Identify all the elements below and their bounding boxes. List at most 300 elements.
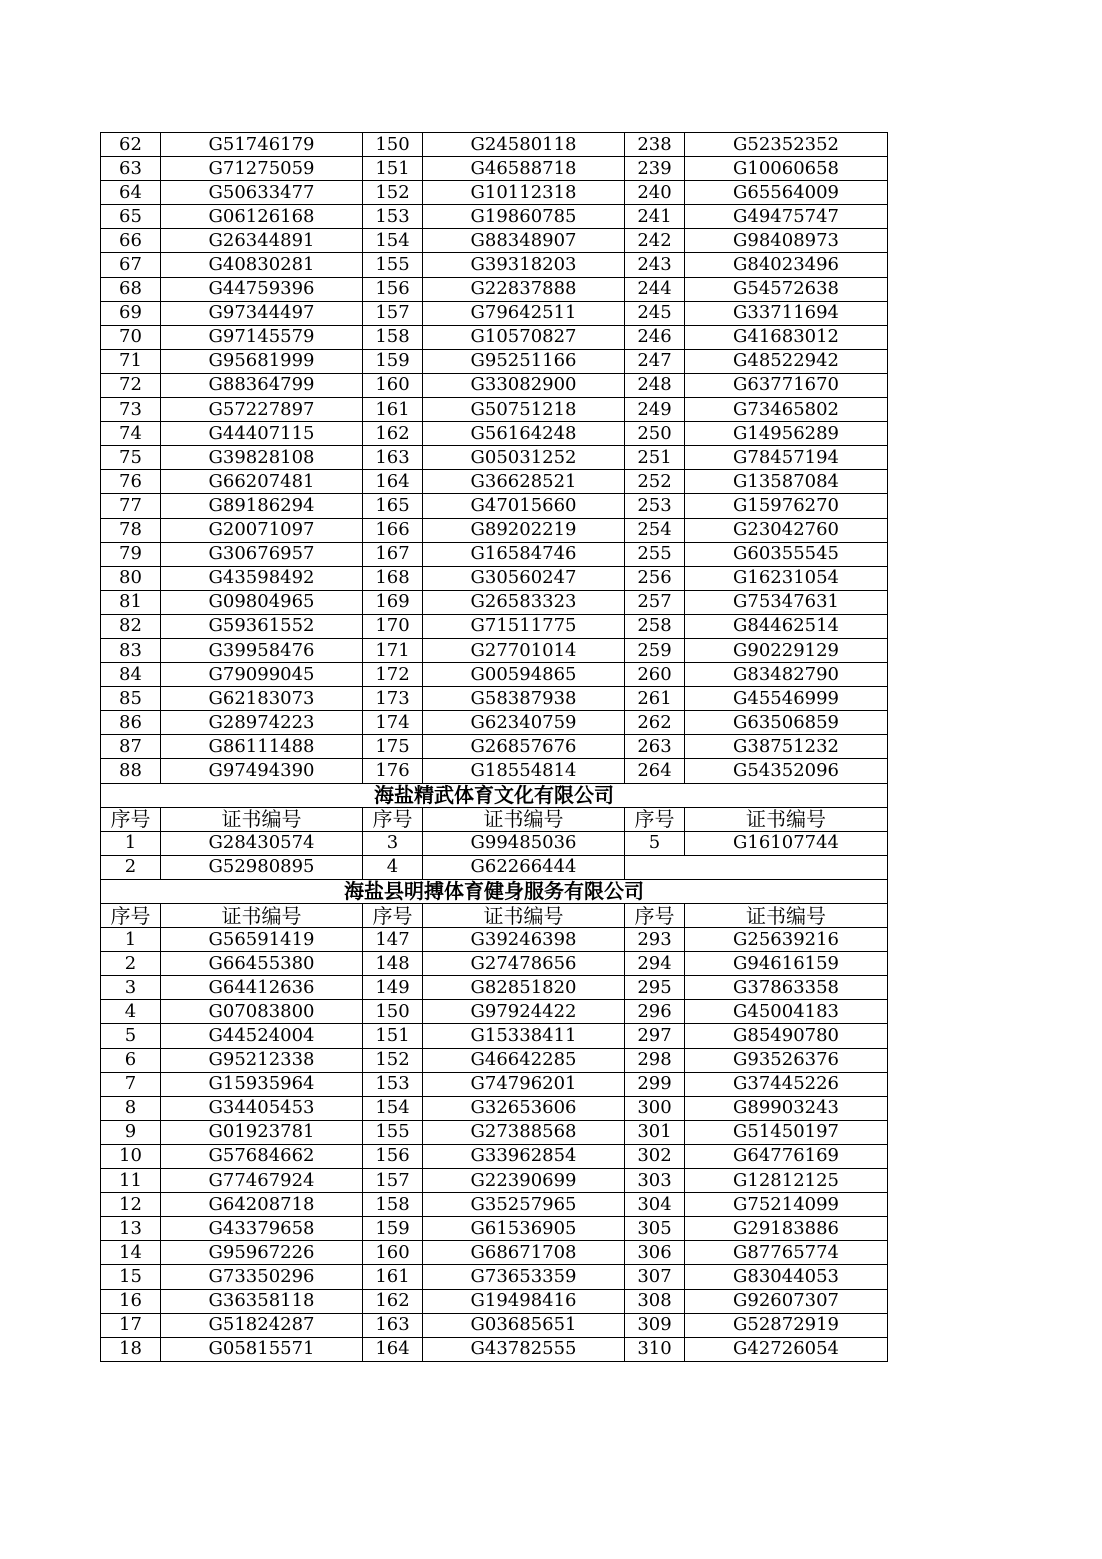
cert-number-cell: G89903243 bbox=[685, 1096, 888, 1120]
table-row bbox=[101, 398, 888, 422]
cert-number-cell: G89186294 bbox=[161, 494, 363, 518]
cert-number-cell: G73350296 bbox=[161, 1265, 363, 1289]
cert-number-cell: G50633477 bbox=[161, 181, 363, 205]
seq-cell: 169 bbox=[363, 590, 423, 614]
table-row bbox=[101, 470, 888, 494]
cert-number-cell: G64208718 bbox=[161, 1193, 363, 1217]
table-row bbox=[101, 614, 888, 638]
cert-number-cell: G75214099 bbox=[685, 1193, 888, 1217]
cert-number-cell: G97145579 bbox=[161, 325, 363, 349]
seq-cell: 14 bbox=[101, 1241, 161, 1265]
cert-number-cell: G10570827 bbox=[423, 325, 625, 349]
cert-number-cell: G15338411 bbox=[423, 1024, 625, 1048]
cert-number-cell: G00594865 bbox=[423, 663, 625, 687]
seq-cell: 247 bbox=[625, 349, 685, 373]
cert-number-cell: G89202219 bbox=[423, 518, 625, 542]
cert-number-cell: G92607307 bbox=[685, 1289, 888, 1313]
seq-cell: 154 bbox=[363, 1096, 423, 1120]
table-row bbox=[101, 542, 888, 566]
seq-cell: 165 bbox=[363, 494, 423, 518]
seq-cell: 261 bbox=[625, 687, 685, 711]
seq-header: 序号 bbox=[101, 904, 161, 928]
cert-number-cell: G23042760 bbox=[685, 518, 888, 542]
seq-cell: 244 bbox=[625, 277, 685, 301]
cert-number-cell: G90229129 bbox=[685, 638, 888, 662]
seq-cell: 9 bbox=[101, 1120, 161, 1144]
seq-cell: 10 bbox=[101, 1144, 161, 1168]
table-row bbox=[101, 301, 888, 325]
cert-number-cell: G18554814 bbox=[423, 759, 625, 783]
table-row bbox=[101, 494, 888, 518]
cert-number-cell: G28974223 bbox=[161, 711, 363, 735]
seq-cell: 11 bbox=[101, 1169, 161, 1193]
table-row bbox=[101, 1169, 888, 1193]
cert-header: 证书编号 bbox=[161, 807, 363, 831]
seq-cell: 68 bbox=[101, 277, 161, 301]
table-row bbox=[101, 1072, 888, 1096]
seq-cell: 150 bbox=[363, 133, 423, 157]
seq-cell: 161 bbox=[363, 398, 423, 422]
cert-number-cell: G27478656 bbox=[423, 952, 625, 976]
seq-cell: 246 bbox=[625, 325, 685, 349]
seq-cell: 62 bbox=[101, 133, 161, 157]
seq-cell: 162 bbox=[363, 422, 423, 446]
seq-cell: 18 bbox=[101, 1337, 161, 1361]
cert-number-cell: G35257965 bbox=[423, 1193, 625, 1217]
cert-number-cell: G43598492 bbox=[161, 566, 363, 590]
seq-cell: 260 bbox=[625, 663, 685, 687]
cert-number-cell: G36628521 bbox=[423, 470, 625, 494]
seq-cell: 17 bbox=[101, 1313, 161, 1337]
cert-number-cell: G26583323 bbox=[423, 590, 625, 614]
cert-number-cell: G59361552 bbox=[161, 614, 363, 638]
seq-cell: 252 bbox=[625, 470, 685, 494]
cert-number-cell: G95251166 bbox=[423, 349, 625, 373]
seq-cell: 299 bbox=[625, 1072, 685, 1096]
seq-cell: 6 bbox=[101, 1048, 161, 1072]
table-row bbox=[101, 446, 888, 470]
table-row bbox=[101, 759, 888, 783]
seq-cell: 175 bbox=[363, 735, 423, 759]
seq-cell: 88 bbox=[101, 759, 161, 783]
seq-header: 序号 bbox=[363, 807, 423, 831]
seq-cell: 163 bbox=[363, 1313, 423, 1337]
cert-number-cell: G37445226 bbox=[685, 1072, 888, 1096]
table-row bbox=[101, 1193, 888, 1217]
cert-number-cell: G78457194 bbox=[685, 446, 888, 470]
seq-cell: 256 bbox=[625, 566, 685, 590]
cert-number-cell: G47015660 bbox=[423, 494, 625, 518]
cert-number-cell: G88348907 bbox=[423, 229, 625, 253]
cert-number-cell: G22390699 bbox=[423, 1169, 625, 1193]
cert-number-cell: G73465802 bbox=[685, 398, 888, 422]
table-row bbox=[101, 1096, 888, 1120]
seq-cell: 241 bbox=[625, 205, 685, 229]
table-row bbox=[101, 157, 888, 181]
cert-number-cell: G41683012 bbox=[685, 325, 888, 349]
cert-number-cell: G42726054 bbox=[685, 1337, 888, 1361]
cert-number-cell: G22837888 bbox=[423, 277, 625, 301]
seq-cell: 64 bbox=[101, 181, 161, 205]
cert-number-cell: G77467924 bbox=[161, 1169, 363, 1193]
table-row bbox=[101, 349, 888, 373]
seq-cell: 171 bbox=[363, 638, 423, 662]
cert-number-cell: G88364799 bbox=[161, 373, 363, 397]
table-row bbox=[101, 1000, 888, 1024]
seq-cell: 159 bbox=[363, 1217, 423, 1241]
seq-cell: 257 bbox=[625, 590, 685, 614]
seq-cell: 162 bbox=[363, 1289, 423, 1313]
cert-number-cell: G13587084 bbox=[685, 470, 888, 494]
table-row bbox=[101, 1313, 888, 1337]
seq-cell: 155 bbox=[363, 253, 423, 277]
cert-number-cell: G46642285 bbox=[423, 1048, 625, 1072]
cert-number-cell: G84023496 bbox=[685, 253, 888, 277]
cert-number-cell: G14956289 bbox=[685, 422, 888, 446]
table-row bbox=[101, 1265, 888, 1289]
seq-cell: 239 bbox=[625, 157, 685, 181]
column-header-row bbox=[101, 904, 888, 928]
cert-number-cell: G39958476 bbox=[161, 638, 363, 662]
cert-number-cell: G25639216 bbox=[685, 928, 888, 952]
seq-cell: 160 bbox=[363, 1241, 423, 1265]
cert-number-cell: G83482790 bbox=[685, 663, 888, 687]
cert-number-cell: G45004183 bbox=[685, 1000, 888, 1024]
cert-number-cell: G83044053 bbox=[685, 1265, 888, 1289]
seq-cell: 152 bbox=[363, 1048, 423, 1072]
cert-number-cell: G16107744 bbox=[685, 831, 888, 855]
seq-cell: 258 bbox=[625, 614, 685, 638]
seq-cell: 157 bbox=[363, 301, 423, 325]
section-title-row bbox=[101, 783, 888, 807]
cert-number-cell: G33082900 bbox=[423, 373, 625, 397]
seq-cell: 79 bbox=[101, 542, 161, 566]
cert-number-cell: G16584746 bbox=[423, 542, 625, 566]
seq-cell: 254 bbox=[625, 518, 685, 542]
seq-cell: 1 bbox=[101, 831, 161, 855]
cert-number-cell: G73653359 bbox=[423, 1265, 625, 1289]
seq-cell: 3 bbox=[363, 831, 423, 855]
seq-cell: 63 bbox=[101, 157, 161, 181]
cert-number-cell: G03685651 bbox=[423, 1313, 625, 1337]
table-row bbox=[101, 711, 888, 735]
seq-cell: 164 bbox=[363, 470, 423, 494]
table-row bbox=[101, 1024, 888, 1048]
table-row bbox=[101, 590, 888, 614]
seq-cell: 160 bbox=[363, 373, 423, 397]
seq-cell: 305 bbox=[625, 1217, 685, 1241]
cert-number-cell: G36358118 bbox=[161, 1289, 363, 1313]
cert-number-cell: G71275059 bbox=[161, 157, 363, 181]
cert-number-cell: G65564009 bbox=[685, 181, 888, 205]
table-row bbox=[101, 277, 888, 301]
seq-cell: 87 bbox=[101, 735, 161, 759]
cert-number-cell: G66455380 bbox=[161, 952, 363, 976]
seq-cell: 153 bbox=[363, 1072, 423, 1096]
seq-cell: 172 bbox=[363, 663, 423, 687]
cert-number-cell: G79099045 bbox=[161, 663, 363, 687]
table-row bbox=[101, 325, 888, 349]
seq-cell: 12 bbox=[101, 1193, 161, 1217]
seq-cell: 149 bbox=[363, 976, 423, 1000]
cert-number-cell: G39318203 bbox=[423, 253, 625, 277]
seq-cell: 152 bbox=[363, 181, 423, 205]
cert-number-cell: G44759396 bbox=[161, 277, 363, 301]
cert-number-cell: G46588718 bbox=[423, 157, 625, 181]
seq-cell: 69 bbox=[101, 301, 161, 325]
table-row bbox=[101, 518, 888, 542]
cert-number-cell: G68671708 bbox=[423, 1241, 625, 1265]
seq-cell: 262 bbox=[625, 711, 685, 735]
table-row bbox=[101, 229, 888, 253]
cert-number-cell: G40830281 bbox=[161, 253, 363, 277]
certificate-table-body bbox=[101, 133, 888, 1362]
cert-number-cell: G95681999 bbox=[161, 349, 363, 373]
table-row bbox=[101, 1120, 888, 1144]
cert-number-cell: G05815571 bbox=[161, 1337, 363, 1361]
seq-cell: 176 bbox=[363, 759, 423, 783]
cert-number-cell: G20071097 bbox=[161, 518, 363, 542]
seq-cell: 15 bbox=[101, 1265, 161, 1289]
cert-number-cell: G12812125 bbox=[685, 1169, 888, 1193]
seq-cell: 159 bbox=[363, 349, 423, 373]
cert-number-cell: G38751232 bbox=[685, 735, 888, 759]
table-row bbox=[101, 373, 888, 397]
cert-number-cell: G39246398 bbox=[423, 928, 625, 952]
cert-number-cell: G32653606 bbox=[423, 1096, 625, 1120]
seq-cell: 154 bbox=[363, 229, 423, 253]
seq-cell: 156 bbox=[363, 277, 423, 301]
cert-number-cell: G99485036 bbox=[423, 831, 625, 855]
table-row bbox=[101, 1048, 888, 1072]
seq-cell: 82 bbox=[101, 614, 161, 638]
seq-cell: 304 bbox=[625, 1193, 685, 1217]
table-row bbox=[101, 1289, 888, 1313]
cert-number-cell: G51746179 bbox=[161, 133, 363, 157]
seq-cell: 307 bbox=[625, 1265, 685, 1289]
seq-cell: 161 bbox=[363, 1265, 423, 1289]
seq-header: 序号 bbox=[625, 807, 685, 831]
seq-cell: 240 bbox=[625, 181, 685, 205]
cert-number-cell: G71511775 bbox=[423, 614, 625, 638]
cert-number-cell: G62266444 bbox=[423, 855, 625, 879]
cert-number-cell: G62183073 bbox=[161, 687, 363, 711]
cert-number-cell: G27388568 bbox=[423, 1120, 625, 1144]
table-row bbox=[101, 952, 888, 976]
table-row bbox=[101, 1241, 888, 1265]
table-row bbox=[101, 687, 888, 711]
seq-header: 序号 bbox=[363, 904, 423, 928]
cert-number-cell: G95212338 bbox=[161, 1048, 363, 1072]
seq-cell: 65 bbox=[101, 205, 161, 229]
seq-cell: 302 bbox=[625, 1144, 685, 1168]
cert-number-cell: G74796201 bbox=[423, 1072, 625, 1096]
seq-cell: 80 bbox=[101, 566, 161, 590]
cert-number-cell: G75347631 bbox=[685, 590, 888, 614]
seq-cell: 264 bbox=[625, 759, 685, 783]
seq-cell: 308 bbox=[625, 1289, 685, 1313]
seq-cell: 248 bbox=[625, 373, 685, 397]
seq-cell: 4 bbox=[101, 1000, 161, 1024]
seq-cell: 157 bbox=[363, 1169, 423, 1193]
cert-number-cell: G43782555 bbox=[423, 1337, 625, 1361]
cert-number-cell: G19498416 bbox=[423, 1289, 625, 1313]
cert-header: 证书编号 bbox=[685, 904, 888, 928]
seq-cell: 168 bbox=[363, 566, 423, 590]
cert-number-cell: G63771670 bbox=[685, 373, 888, 397]
seq-cell: 148 bbox=[363, 952, 423, 976]
cert-number-cell: G19860785 bbox=[423, 205, 625, 229]
seq-cell: 164 bbox=[363, 1337, 423, 1361]
cert-number-cell: G37863358 bbox=[685, 976, 888, 1000]
cert-number-cell: G52352352 bbox=[685, 133, 888, 157]
seq-cell: 147 bbox=[363, 928, 423, 952]
cert-number-cell: G63506859 bbox=[685, 711, 888, 735]
cert-number-cell: G29183886 bbox=[685, 1217, 888, 1241]
cert-number-cell: G07083800 bbox=[161, 1000, 363, 1024]
seq-cell: 174 bbox=[363, 711, 423, 735]
seq-header: 序号 bbox=[101, 807, 161, 831]
seq-cell: 76 bbox=[101, 470, 161, 494]
seq-cell: 83 bbox=[101, 638, 161, 662]
cert-number-cell: G05031252 bbox=[423, 446, 625, 470]
seq-cell: 259 bbox=[625, 638, 685, 662]
cert-header: 证书编号 bbox=[161, 904, 363, 928]
table-row bbox=[101, 663, 888, 687]
cert-number-cell: G09804965 bbox=[161, 590, 363, 614]
table-row bbox=[101, 205, 888, 229]
cert-number-cell: G60355545 bbox=[685, 542, 888, 566]
seq-cell: 242 bbox=[625, 229, 685, 253]
seq-cell: 78 bbox=[101, 518, 161, 542]
cert-number-cell: G64412636 bbox=[161, 976, 363, 1000]
table-row bbox=[101, 855, 888, 879]
seq-cell: 8 bbox=[101, 1096, 161, 1120]
cert-number-cell: G30560247 bbox=[423, 566, 625, 590]
cert-number-cell: G06126168 bbox=[161, 205, 363, 229]
table-row bbox=[101, 181, 888, 205]
seq-cell: 5 bbox=[625, 831, 685, 855]
table-row bbox=[101, 1337, 888, 1361]
seq-cell: 173 bbox=[363, 687, 423, 711]
seq-cell: 303 bbox=[625, 1169, 685, 1193]
seq-cell: 297 bbox=[625, 1024, 685, 1048]
table-row bbox=[101, 422, 888, 446]
cert-number-cell: G97924422 bbox=[423, 1000, 625, 1024]
cert-number-cell: G15935964 bbox=[161, 1072, 363, 1096]
seq-cell: 2 bbox=[101, 952, 161, 976]
cert-number-cell: G58387938 bbox=[423, 687, 625, 711]
seq-cell: 310 bbox=[625, 1337, 685, 1361]
certificate-table bbox=[100, 132, 888, 1362]
cert-number-cell: G16231054 bbox=[685, 566, 888, 590]
cert-number-cell: G54352096 bbox=[685, 759, 888, 783]
seq-cell: 151 bbox=[363, 157, 423, 181]
cert-number-cell: G44524004 bbox=[161, 1024, 363, 1048]
seq-cell: 298 bbox=[625, 1048, 685, 1072]
cert-header: 证书编号 bbox=[423, 904, 625, 928]
cert-number-cell: G62340759 bbox=[423, 711, 625, 735]
cert-number-cell: G61536905 bbox=[423, 1217, 625, 1241]
cert-number-cell: G82851820 bbox=[423, 976, 625, 1000]
cert-header: 证书编号 bbox=[423, 807, 625, 831]
cert-number-cell: G93526376 bbox=[685, 1048, 888, 1072]
cert-number-cell: G30676957 bbox=[161, 542, 363, 566]
cert-number-cell: G48522942 bbox=[685, 349, 888, 373]
seq-cell: 84 bbox=[101, 663, 161, 687]
seq-cell: 300 bbox=[625, 1096, 685, 1120]
seq-cell: 158 bbox=[363, 325, 423, 349]
seq-cell: 75 bbox=[101, 446, 161, 470]
cert-number-cell: G28430574 bbox=[161, 831, 363, 855]
table-row bbox=[101, 735, 888, 759]
empty-cell bbox=[625, 855, 888, 879]
seq-cell: 163 bbox=[363, 446, 423, 470]
cert-number-cell: G79642511 bbox=[423, 301, 625, 325]
table-row bbox=[101, 1217, 888, 1241]
seq-cell: 5 bbox=[101, 1024, 161, 1048]
seq-cell: 81 bbox=[101, 590, 161, 614]
seq-cell: 73 bbox=[101, 398, 161, 422]
cert-number-cell: G94616159 bbox=[685, 952, 888, 976]
table-row bbox=[101, 566, 888, 590]
seq-cell: 295 bbox=[625, 976, 685, 1000]
cert-number-cell: G01923781 bbox=[161, 1120, 363, 1144]
seq-cell: 150 bbox=[363, 1000, 423, 1024]
seq-cell: 250 bbox=[625, 422, 685, 446]
cert-number-cell: G85490780 bbox=[685, 1024, 888, 1048]
table-row bbox=[101, 1144, 888, 1168]
seq-cell: 245 bbox=[625, 301, 685, 325]
seq-cell: 155 bbox=[363, 1120, 423, 1144]
cert-number-cell: G52980895 bbox=[161, 855, 363, 879]
seq-cell: 71 bbox=[101, 349, 161, 373]
table-row bbox=[101, 976, 888, 1000]
cert-number-cell: G95967226 bbox=[161, 1241, 363, 1265]
seq-cell: 3 bbox=[101, 976, 161, 1000]
seq-cell: 301 bbox=[625, 1120, 685, 1144]
table-row bbox=[101, 133, 888, 157]
seq-cell: 294 bbox=[625, 952, 685, 976]
section-title-row bbox=[101, 879, 888, 903]
cert-number-cell: G50751218 bbox=[423, 398, 625, 422]
cert-number-cell: G98408973 bbox=[685, 229, 888, 253]
seq-cell: 16 bbox=[101, 1289, 161, 1313]
seq-cell: 1 bbox=[101, 928, 161, 952]
seq-cell: 86 bbox=[101, 711, 161, 735]
seq-cell: 66 bbox=[101, 229, 161, 253]
seq-cell: 13 bbox=[101, 1217, 161, 1241]
cert-number-cell: G64776169 bbox=[685, 1144, 888, 1168]
cert-number-cell: G10112318 bbox=[423, 181, 625, 205]
seq-cell: 255 bbox=[625, 542, 685, 566]
company-name: 海盐精武体育文化有限公司 bbox=[101, 783, 888, 807]
cert-number-cell: G49475747 bbox=[685, 205, 888, 229]
cert-number-cell: G34405453 bbox=[161, 1096, 363, 1120]
seq-cell: 72 bbox=[101, 373, 161, 397]
cert-number-cell: G84462514 bbox=[685, 614, 888, 638]
cert-number-cell: G33711694 bbox=[685, 301, 888, 325]
cert-header: 证书编号 bbox=[685, 807, 888, 831]
table-row bbox=[101, 638, 888, 662]
seq-cell: 158 bbox=[363, 1193, 423, 1217]
cert-number-cell: G10060658 bbox=[685, 157, 888, 181]
seq-cell: 67 bbox=[101, 253, 161, 277]
seq-cell: 4 bbox=[363, 855, 423, 879]
cert-number-cell: G57684662 bbox=[161, 1144, 363, 1168]
seq-cell: 251 bbox=[625, 446, 685, 470]
seq-cell: 166 bbox=[363, 518, 423, 542]
